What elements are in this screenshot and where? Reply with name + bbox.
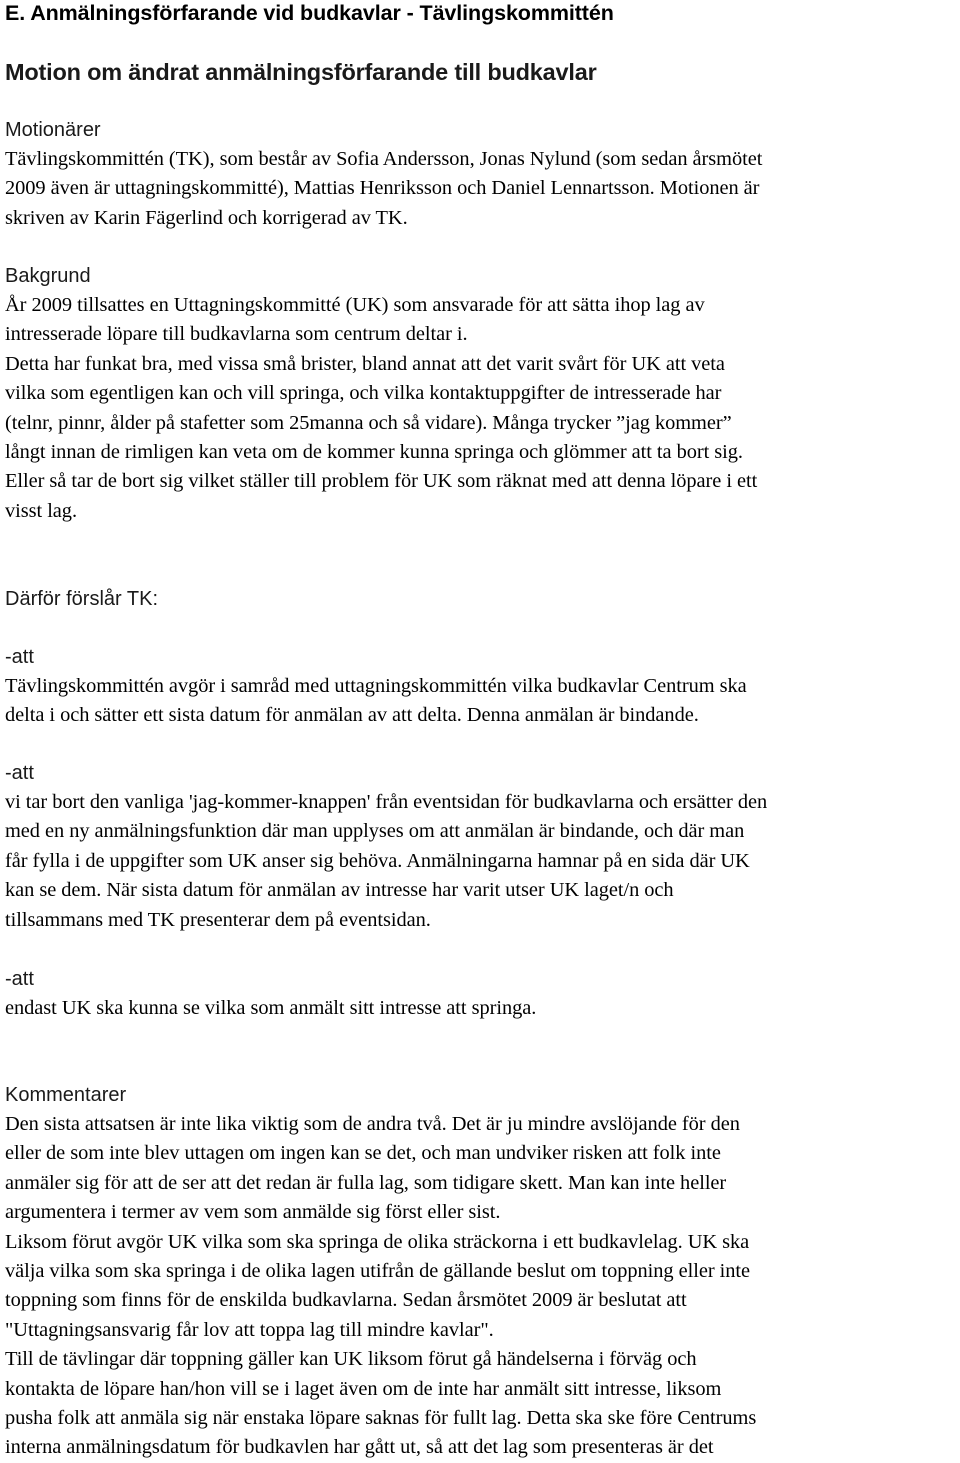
text-line: med en ny anmälningsfunktion där man upplyses om att anmälan är bindande, och där man [5,820,745,843]
forslag-item-text [5,672,960,731]
att-label: -att [5,762,34,784]
text-line: visst lag. [5,499,78,522]
text-line: anmäler sig för att de ser att det redan är fulla lag, som tidigare skett. Man kan inte heller [5,1171,727,1194]
text-line: får fylla i de uppgifter som UK anser sig behöva. Anmälningarna hamnar på en sida där UK [5,849,750,872]
att-label: -att [5,646,34,668]
kommentarer-section [5,1081,960,1463]
text-line: Liksom förut avgör UK vilka som ska springa de olika sträckorna i ett budkavlelag. UK ska [5,1230,750,1253]
motionarer-label: Motionärer [5,119,101,141]
att-label: -att [5,968,34,990]
text-line: långt innan de rimligen kan veta om de kommer kunna springa och glömmer att ta bort sig. [5,441,743,464]
text-line: vi tar bort den vanliga 'jag-kommer-knappen' från eventsidan för budkavlarna och ersätter den [5,791,768,813]
text-line: tillsammans med TK presenterar dem på eventsidan. [5,908,431,931]
forslag-item-2 [5,759,960,935]
section-heading: E. Anmälningsförfarande vid budkavlar - Tävlingskommittén [5,1,614,25]
text-line: Tävlingskommittén (TK), som består av Sofia Andersson, Jonas Nylund (som sedan årsmötet [5,148,763,170]
bakgrund-section [5,262,960,526]
text-line: kan se dem. När sista datum för anmälan av intresse har varit utser UK laget/n och [5,879,674,902]
text-line: interna anmälningsdatum för budkavlen har gått ut, så att det lag som presenteras är det [5,1436,714,1459]
bakgrund-text [5,291,960,526]
motionarer-text [5,145,960,233]
text-line: Detta har funkat bra, med vissa små brister, bland annat att det varit svårt för UK att veta [5,352,725,375]
forslag-item-text [5,788,960,935]
text-line: pusha folk att anmäla sig när enstaka löpare saknas för fullt lag. Detta ska ske före Centrums [5,1407,757,1430]
forslag-label: Därför förslår TK: [5,588,158,610]
text-line: kontakta de löpare han/hon vill se i laget även om de inte har anmält sitt intresse, liksom [5,1377,722,1400]
text-line: År 2009 tillsattes en Uttagningskommitté (UK) som ansvarade för att sätta ihop lag av [5,294,705,316]
text-line: Till de tävlingar där toppning gäller kan UK liksom förut gå händelserna i förväg och [5,1348,697,1371]
document-page [5,0,960,1459]
text-line: eller de som inte blev uttagen om ingen kan se det, och man undviker risken att folk inte [5,1142,721,1165]
forslag-item-1 [5,643,960,731]
text-line: delta i och sätter ett sista datum för anmälan av att delta. Denna anmälan är bindande. [5,704,699,727]
text-line: skriven av Karin Fägerlind och korrigerad av TK. [5,206,408,229]
forslag-section [5,585,960,614]
kommentarer-text [5,1110,960,1463]
bakgrund-label: Bakgrund [5,265,91,287]
forslag-item-text [5,994,960,1023]
text-line: endast UK ska kunna se vilka som anmält sitt intresse att springa. [5,997,537,1019]
text-line: "Uttagningsansvarig får lov att toppa lag till mindre kavlar". [5,1318,494,1341]
text-line: argumentera i termer av vem som anmälde sig först eller sist. [5,1201,501,1224]
forslag-item-3 [5,965,960,1023]
motionarer-section [5,116,960,233]
text-line: Tävlingskommittén avgör i samråd med uttagningskommittén vilka budkavlar Centrum ska [5,675,747,697]
text-line: intresserade löpare till budkavlarna som centrum deltar i. [5,323,468,346]
text-line: välja vilka som ska springa i de olika lagen utifrån de gällande beslut om toppning eller inte [5,1260,751,1283]
text-line: Eller så tar de bort sig vilket ställer till problem för UK som räknat med att denna löpare i ett [5,470,758,493]
text-line: (telnr, pinnr, ålder på stafetter som 25manna och så vidare). Många trycker ”jag kommer” [5,411,732,434]
motion-title: Motion om ändrat anmälningsförfarande till budkavlar [5,59,597,85]
kommentarer-label: Kommentarer [5,1084,127,1106]
text-line: vilka som egentligen kan och vill springa, och vilka kontaktuppgifter de intresserade har [5,382,722,405]
text-line: 2009 även är uttagningskommitté), Mattias Henriksson och Daniel Lennartsson. Motionen är [5,177,760,200]
text-line: Den sista attsatsen är inte lika viktig som de andra två. Det är ju mindre avslöjande för den [5,1113,740,1135]
text-line: toppning som finns för de enskilda budkavlarna. Sedan årsmötet 2009 är beslutat att [5,1289,687,1312]
